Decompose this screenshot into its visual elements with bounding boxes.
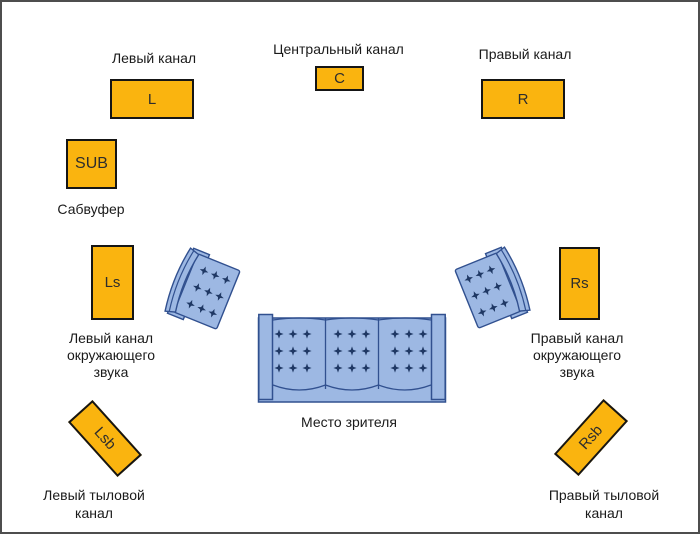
caption-front-right-channel: Правый канал — [478, 46, 572, 62]
speaker-box-surround-right: Rs — [559, 247, 600, 320]
armchair-left-top-view — [158, 244, 244, 335]
caption-line: Правый тыловой — [548, 487, 660, 503]
sofa-top-view — [257, 313, 447, 405]
speaker-box-subwoofer: SUB — [66, 139, 117, 189]
caption-line: звука — [559, 364, 595, 380]
caption-line: Левый канал — [68, 330, 154, 346]
speaker-box-front-left: L — [110, 79, 194, 119]
caption-line: окружающего — [66, 347, 156, 363]
caption-surround-left-channel — [46, 330, 176, 381]
caption-seating-area: Место зрителя — [301, 414, 397, 430]
speaker-box-back-left: Lsb — [68, 400, 142, 477]
caption-front-left-channel: Левый канал — [111, 50, 197, 66]
speaker-box-back-right: Rsb — [554, 399, 628, 476]
caption-line: канал — [585, 505, 623, 521]
speaker-box-center: C — [315, 66, 364, 91]
armchair-right-top-view — [451, 243, 537, 334]
caption-line: окружающего — [532, 347, 622, 363]
caption-line: Левый тыловой — [43, 487, 145, 503]
caption-surround-right-channel — [512, 330, 642, 381]
caption-subwoofer: Сабвуфер — [57, 201, 125, 217]
caption-line: канал — [75, 505, 113, 521]
caption-center-channel: Центральный канал — [273, 41, 404, 57]
caption-back-right-channel — [539, 486, 669, 522]
sofa-armrest-right — [432, 315, 446, 400]
caption-back-left-channel — [29, 486, 159, 522]
caption-line: звука — [93, 364, 129, 380]
speaker-box-surround-left: Ls — [91, 245, 134, 320]
sofa-armrest-left — [259, 315, 273, 400]
caption-line: Правый канал — [530, 330, 624, 346]
speaker-box-front-right: R — [481, 79, 565, 119]
